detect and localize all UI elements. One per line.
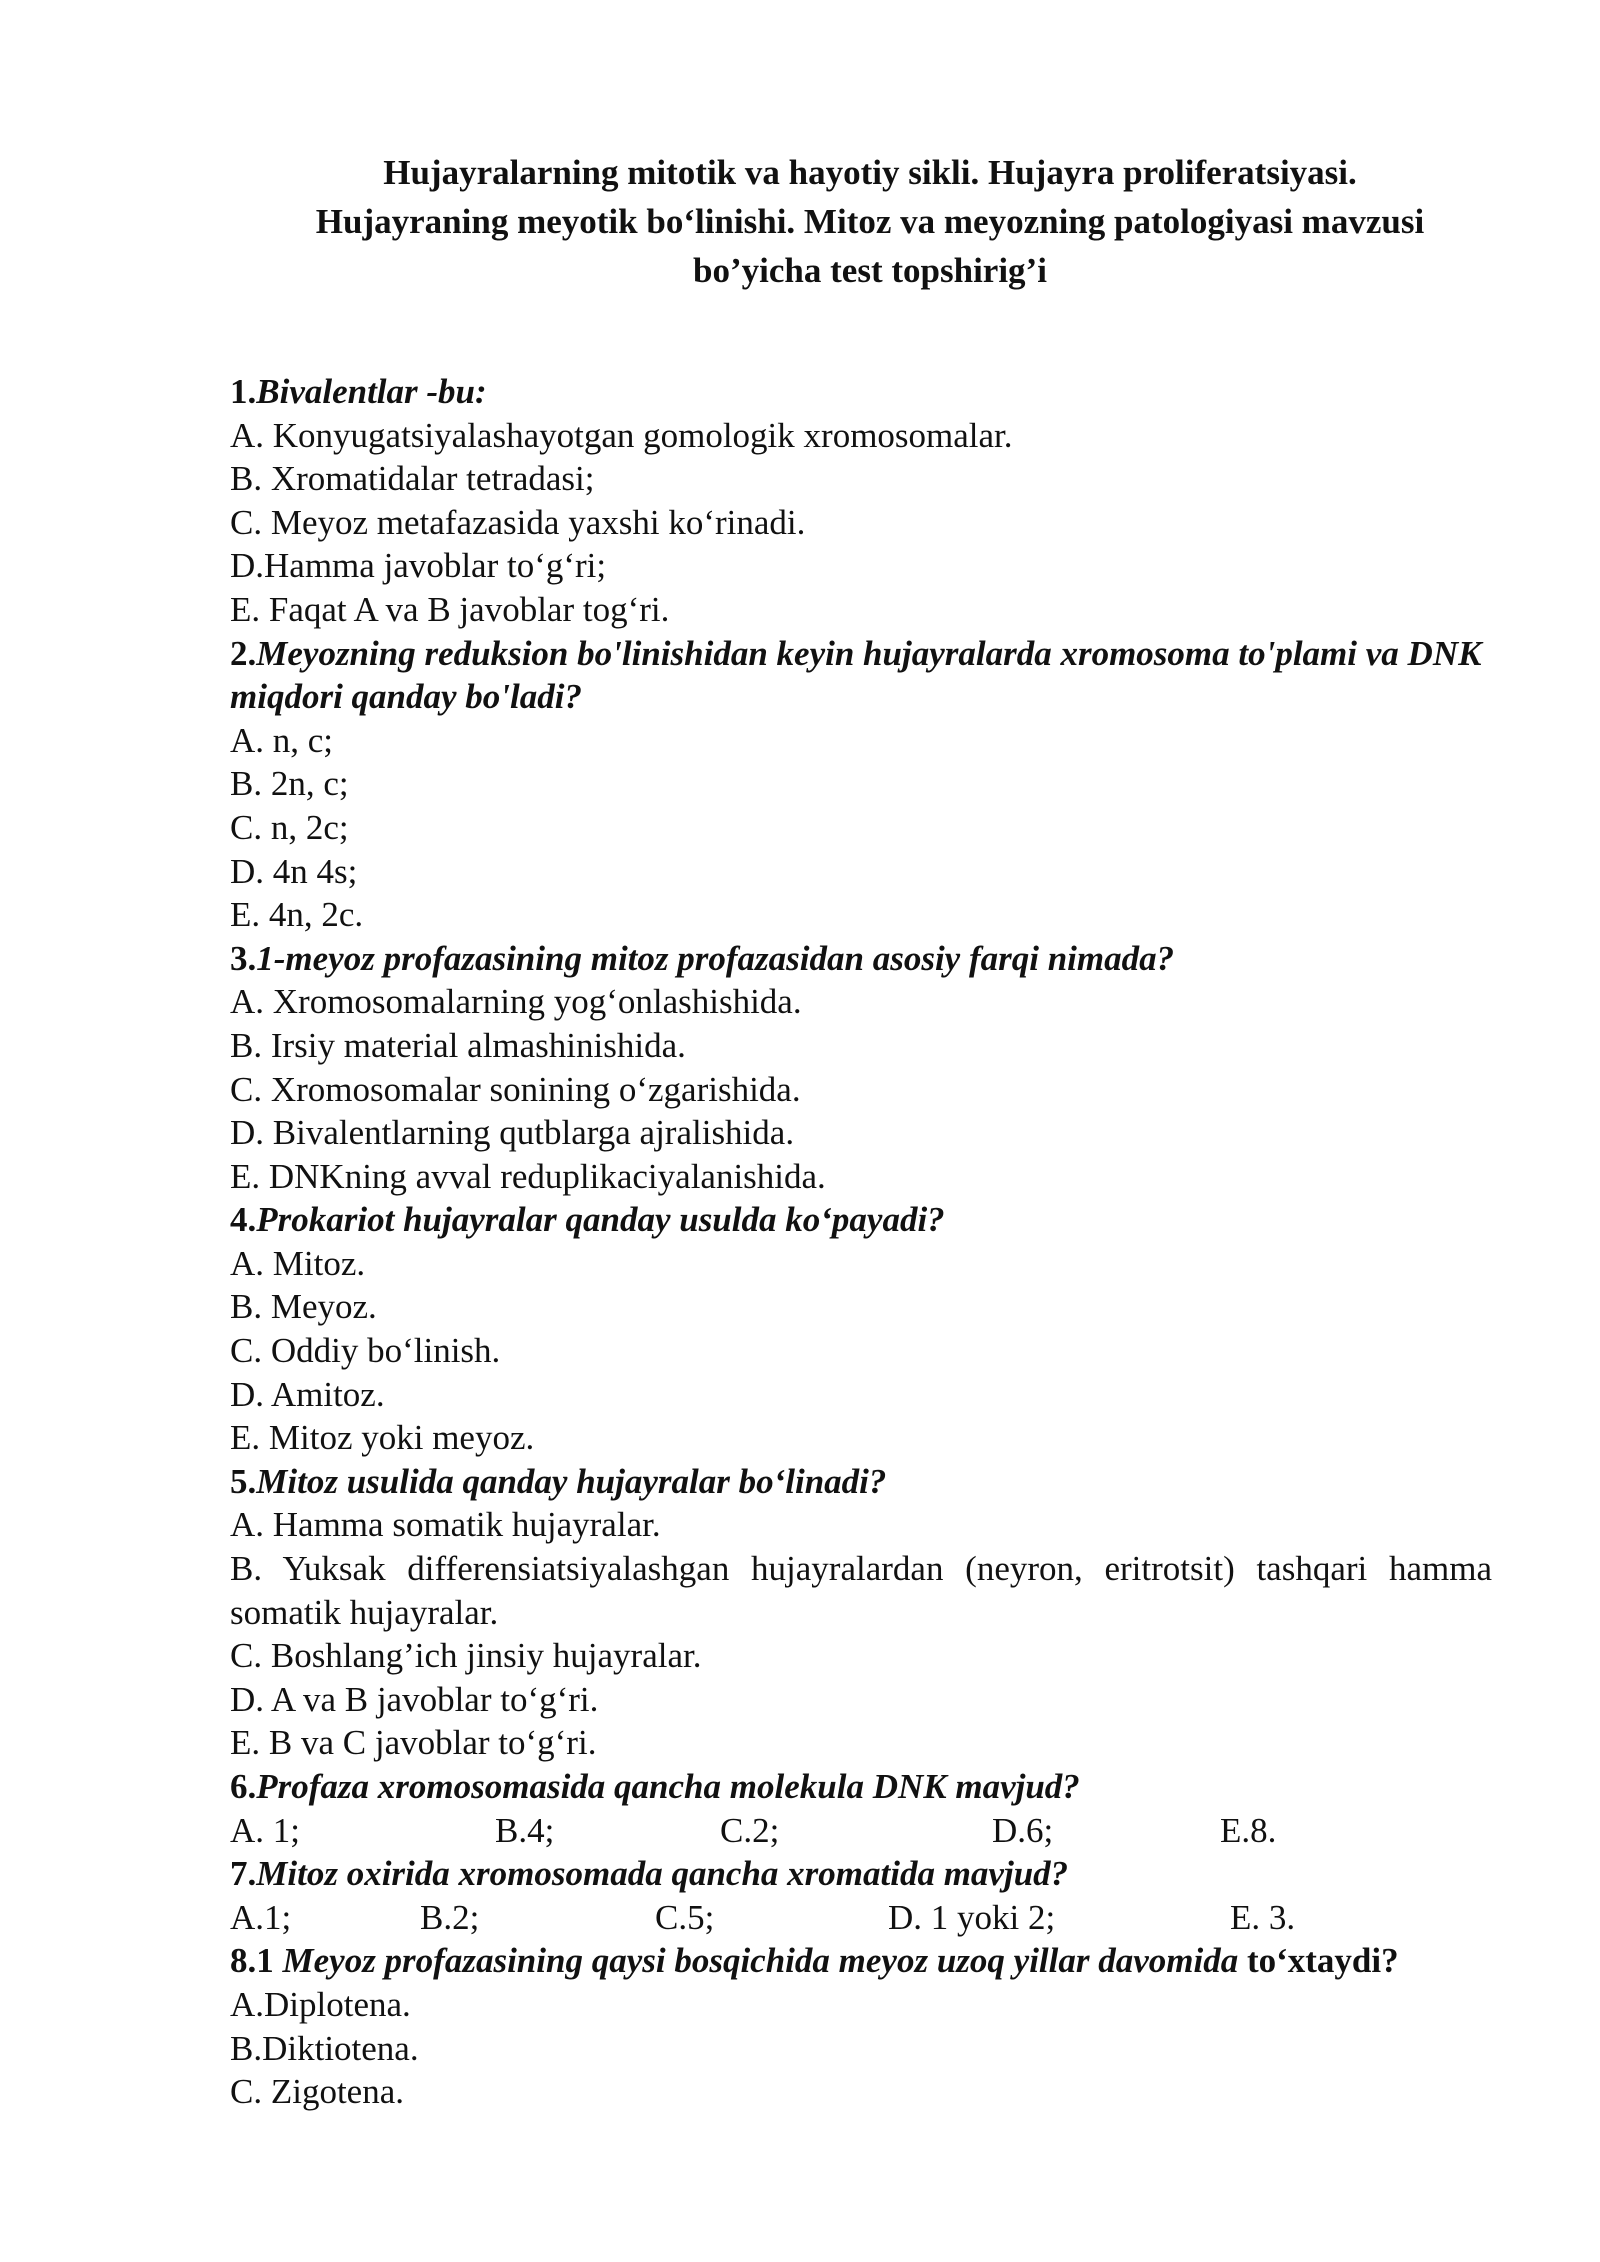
question-text: Bivalentlar -bu: — [256, 372, 487, 411]
answer-option: E. Mitoz yoki meyoz. — [230, 1418, 535, 1458]
question-4 — [230, 1198, 1492, 1242]
answer-option: E. DNKning avval reduplikaciyalanishida. — [230, 1156, 826, 1196]
answer-option: A. Konyugatsiyalashayotgan gomologik xromosomalar. — [230, 415, 1013, 455]
question-number: 1. — [230, 372, 257, 411]
answer-option: A. Mitoz. — [230, 1243, 366, 1283]
answer-option: B. Irsiy material almashinishida. — [230, 1025, 686, 1065]
answer-option: E.8. — [1220, 1810, 1277, 1850]
answer-option: C. n, 2c; — [230, 807, 349, 847]
answer-option: C.5; — [655, 1897, 715, 1937]
question-number: 8.1 — [230, 1941, 283, 1981]
test-questions — [230, 370, 1492, 2114]
title-line-2: Hujayraning meyotik bo‘linishi. Mitoz va meyozning patologiyasi mavzusi — [315, 202, 1425, 241]
answer-option: C. Boshlang’ich jinsiy hujayralar. — [230, 1636, 702, 1676]
title-line-1: Hujayralarning mitotik va hayotiy sikli. Hujayra proliferatsiyasi. — [383, 153, 1357, 192]
answer-options-row — [230, 1809, 1492, 1853]
answer-option: E. 3. — [1230, 1897, 1296, 1937]
answer-option: B. 2n, c; — [230, 764, 349, 804]
answer-option: B.4; — [495, 1810, 555, 1850]
question-text: Meyoz profazasining qaysi bosqichida meyoz uzoq yillar davomida — [282, 1941, 1239, 1981]
question-5 — [230, 1460, 1492, 1504]
question-text: Meyozning reduksion bo'linishidan keyin hujayralarda xromosoma to'plami va DNK miqdori qanday bo'ladi? — [230, 633, 1482, 717]
answer-option: D.Hamma javoblar to‘g‘ri; — [230, 546, 607, 586]
answer-option: C. Oddiy bo‘linish. — [230, 1331, 501, 1371]
answer-option: B.Diktiotena. — [230, 2028, 419, 2068]
title-line-3: bo’yicha test topshirig’i — [693, 251, 1047, 290]
answer-option: B. Meyoz. — [230, 1287, 377, 1327]
answer-option: C. Zigotena. — [230, 2072, 404, 2112]
question-number: 3. — [230, 938, 257, 978]
answer-option: D. Bivalentlarning qutblarga ajralishida. — [230, 1113, 795, 1153]
question-number: 5. — [230, 1461, 257, 1501]
question-text-tail: to‘xtaydi? — [1238, 1941, 1399, 1981]
question-1 — [230, 370, 1492, 414]
answer-option: A. Xromosomalarning yog‘onlashishida. — [230, 982, 802, 1022]
answer-option: D. Amitoz. — [230, 1374, 385, 1414]
question-number: 2. — [230, 633, 257, 673]
question-2 — [230, 632, 1492, 719]
question-7 — [230, 1852, 1492, 1896]
answer-option: D.6; — [992, 1810, 1054, 1850]
answer-option: D. 4n 4s; — [230, 851, 358, 891]
question-6 — [230, 1765, 1492, 1809]
answer-option: E. B va C javoblar to‘g‘ri. — [230, 1723, 597, 1763]
question-3 — [230, 937, 1492, 981]
question-text: Mitoz usulida qanday hujayralar bo‘linadi? — [256, 1461, 887, 1501]
answer-option: C. Meyoz metafazasida yaxshi ko‘rinadi. — [230, 502, 806, 542]
question-8 — [230, 1939, 1492, 1983]
answer-option: C.2; — [720, 1810, 780, 1850]
question-text: Profaza xromosomasida qancha molekula DNK mavjud? — [256, 1767, 1080, 1806]
answer-option: D. A va B javoblar to‘g‘ri. — [230, 1679, 599, 1719]
answer-option: E. Faqat A va B javoblar tog‘ri. — [230, 589, 670, 629]
question-number: 6. — [230, 1767, 257, 1806]
answer-option: B. Xromatidalar tetradasi; — [230, 459, 595, 499]
question-text: Prokariot hujayralar qanday usulda ko‘payadi? — [256, 1200, 945, 1240]
answer-option: A. n, c; — [230, 720, 334, 760]
answer-option: C. Xromosomalar sonining o‘zgarishida. — [230, 1069, 801, 1109]
question-text: Mitoz oxirida xromosomada qancha xromatida mavjud? — [256, 1854, 1069, 1894]
question-number: 7. — [230, 1854, 257, 1894]
answer-option: A.Diplotena. — [230, 1984, 411, 2024]
answer-option: B. Yuksak differensiatsiyalashgan hujayralardan (neyron, eritrotsit) tashqari hamma somatik hujayralar. — [230, 1549, 1492, 1632]
question-number: 4. — [230, 1200, 257, 1240]
question-text: 1-meyoz profazasining mitoz profazasidan asosiy farqi nimada? — [256, 938, 1175, 978]
answer-option: A.1; — [230, 1897, 292, 1937]
answer-option: D. 1 yoki 2; — [888, 1897, 1056, 1937]
answer-option: A. Hamma somatik hujayralar. — [230, 1505, 661, 1545]
document-title — [210, 148, 1530, 295]
answer-option: E. 4n, 2c. — [230, 895, 364, 935]
answer-option: B.2; — [420, 1897, 480, 1937]
answer-options-row — [230, 1896, 1492, 1940]
answer-option: A. 1; — [230, 1810, 300, 1850]
